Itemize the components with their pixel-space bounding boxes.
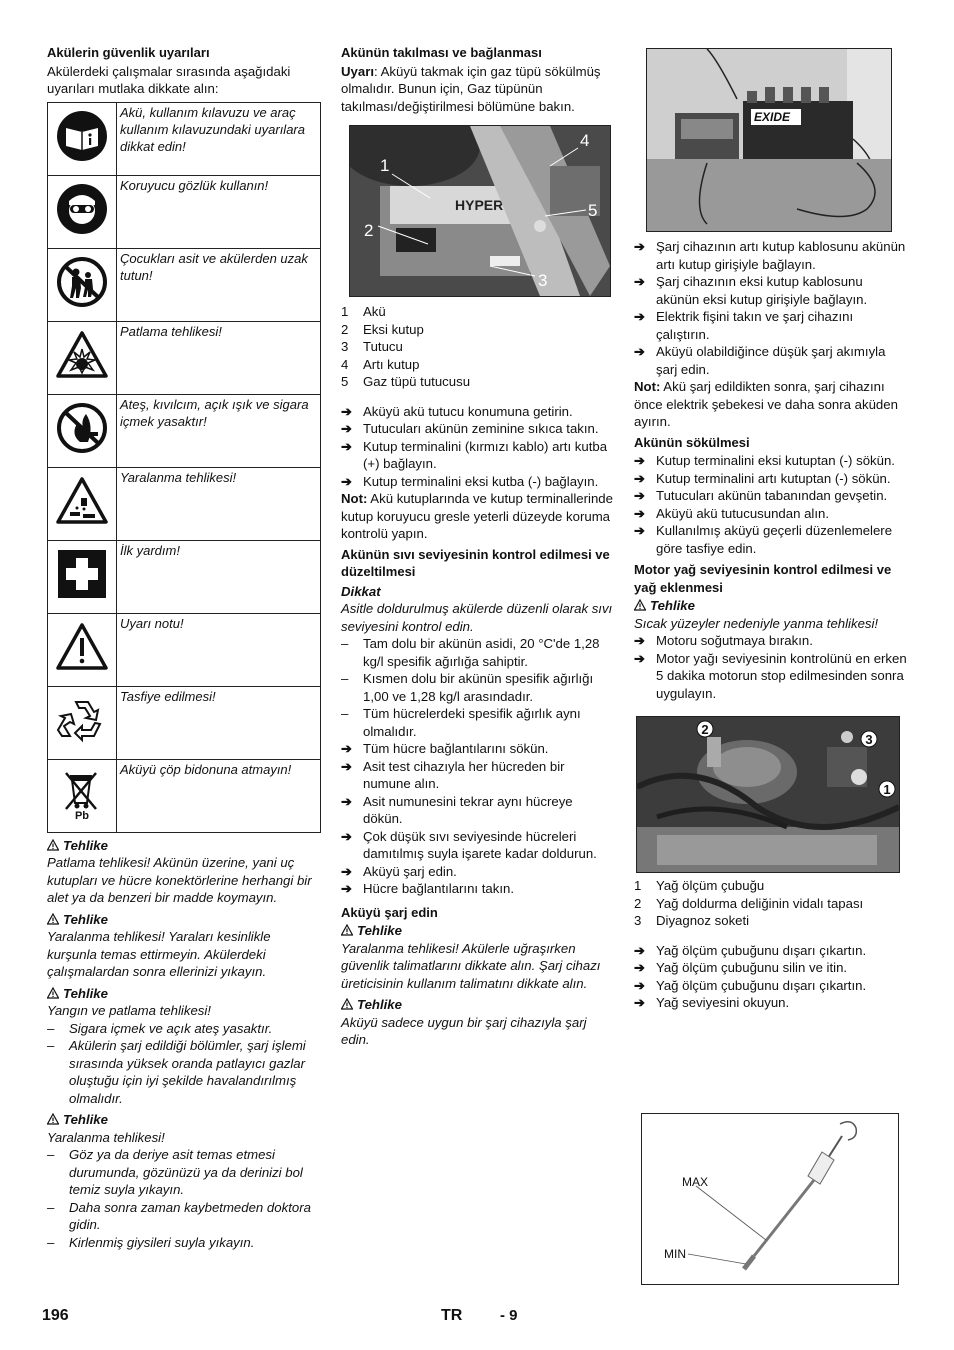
list-item: 1 Yağ ölçüm çubuğu (634, 878, 765, 893)
list-item: ➔ Yağ seviyesini okuyun. (634, 994, 909, 1012)
table-row (48, 540, 321, 613)
list-item: ➔ Aküyü akü tutucusundan alın. (634, 505, 909, 523)
section-heading-removal: Akünün sökülmesi (634, 434, 750, 450)
symbol-text: Patlama tehlikesi! (117, 321, 321, 394)
list-item: ➔ Şarj cihazının eksi kutup kablosunu akünün eksi kutup girişiyle bağlayın. (634, 273, 909, 308)
list-item: 3 Diyagnoz soketi (634, 913, 750, 928)
svg-text:1: 1 (883, 782, 891, 797)
battery-install-illustration (350, 126, 610, 296)
intro-text: Akülerdeki çalışmalar sırasında aşağıdaki uyarıları mutlaka dikkate alın: (47, 63, 291, 96)
list-item: – Kısmen dolu bir akünün spesifik ağırlığı 1,00 ve 1,28 kg/l arasındadır. (341, 670, 614, 705)
engine-photo (636, 716, 900, 873)
caution-text: Asitle doldurulmuş akülerde düzenli olarak sıvı seviyesini kontrol edin. (341, 601, 613, 634)
list-item: ➔ Tutucuları akünün tabanından gevşetin. (634, 487, 909, 505)
first-aid-icon (57, 549, 107, 599)
svg-text:3: 3 (865, 732, 873, 747)
list-item: ➔ Kutup terminalini (kırmızı kablo) artı kutba (+) bağlayın. (341, 438, 614, 473)
warning-triangle-icon (47, 913, 59, 925)
pb-label: Pb (74, 810, 90, 822)
list-item: – Kirlenmiş giysileri suyla yıkayın. (47, 1234, 322, 1252)
list-item: 2 Yağ doldurma deliğinin vidalı tapası (634, 895, 864, 911)
danger-notice: Tehlike (341, 922, 614, 940)
list-item: ➔ Kutup terminalini eksi kutuptan (-) sökün. (634, 452, 909, 470)
svg-text:2: 2 (701, 722, 709, 737)
column-left (47, 44, 322, 1251)
list-item: ➔ Aküyü olabildiğince düşük şarj akımıyla şarj edin. (634, 343, 909, 378)
list-item: 2 Eksi kutup (341, 321, 424, 337)
column-middle (341, 44, 614, 1049)
list-item: – Sigara içmek ve açık ateş yasaktır. (47, 1020, 322, 1038)
step-list (634, 238, 909, 378)
spec-list (341, 635, 614, 740)
danger-text: Yangın ve patlama tehlikesi! (47, 1003, 211, 1018)
warning-triangle-icon (47, 1113, 59, 1125)
symbol-text: Tasfiye edilmesi! (117, 686, 321, 759)
symbol-text: Akü, kullanım kılavuzu ve araç kullanım kılavuzundaki uyarılara dikkat edin! (117, 102, 321, 175)
step-list (634, 942, 909, 1012)
explosion-icon (55, 330, 109, 380)
table-row (48, 686, 321, 759)
language-code: TR (441, 1307, 463, 1324)
list-item: ➔ Motoru soğutmaya bırakın. (634, 632, 909, 650)
danger-text: Yaralanma tehlikesi! (47, 1129, 165, 1145)
list-item: ➔ Tüm hücre bağlantılarını sökün. (341, 740, 614, 758)
no-fire-icon (56, 402, 108, 454)
dipstick-figure (641, 1113, 899, 1285)
symbol-text: Koruyucu gözlük kullanın! (117, 175, 321, 248)
dipstick-illustration (642, 1114, 898, 1284)
danger-list (47, 1146, 322, 1251)
list-item: ➔ Kullanılmış aküyü geçerli düzenlemelere göre tasfiye edin. (634, 522, 909, 557)
list-item: – Tüm hücrelerdeki spesifik ağırlık aynı olmalıdır. (341, 705, 614, 740)
list-item: ➔ Kutup terminalini eksi kutba (-) bağlayın. (341, 473, 614, 491)
list-item: – Tam dolu bir akünün asidi, 20 °C'de 1,28 kg/l spesifik ağırlığa sahiptir. (341, 635, 614, 670)
section-page: - 9 (500, 1307, 518, 1324)
table-row (48, 613, 321, 686)
charger-photo (646, 48, 892, 232)
manual-info-icon (56, 110, 108, 162)
column-right (634, 44, 909, 1012)
list-item: – Akülerin şarj edildiği bölümler, şarj işlemi sırasında yüksek oranda patlayıcı gazlar oluştuğu için iyi şekilde havalandırılmış olmalıdır. (47, 1037, 322, 1107)
caution-paragraph: Uyarı: Aküyü takmak için gaz tüpü sökülmüş olmalıdır. Bunun için, Gaz tüpünün takılması/değiştirilmesi bölümüne bakın. (341, 63, 601, 114)
symbol-text: Ateş, kıvılcım, açık ışık ve sigara içmek yasaktır! (117, 394, 321, 467)
warning-icon (55, 622, 109, 672)
section-heading-charge: Aküyü şarj edin (341, 904, 438, 920)
list-item: ➔ Motor yağı seviyesinin kontrolünü en erken 5 dakika motorun stop edilmesinden sonra uygulayın. (634, 650, 909, 703)
list-item: ➔ Çok düşük sıvı seviyesinde hücreleri damıtılmış suyla işarete kadar doldurun. (341, 828, 614, 863)
svg-text:HYPER: HYPER (455, 197, 504, 213)
danger-notice: Tehlike (634, 597, 909, 615)
table-row (48, 321, 321, 394)
max-label: MAX (682, 1175, 709, 1189)
svg-text:2: 2 (364, 221, 374, 240)
page-number: 196 (42, 1307, 69, 1324)
list-item: – Daha sonra zaman kaybetmeden doktora gidin. (47, 1199, 322, 1234)
table-row (48, 175, 321, 248)
warning-triangle-icon (341, 998, 353, 1010)
danger-notice: Tehlike (47, 985, 322, 1003)
warning-triangle-icon (47, 987, 59, 999)
symbol-text: İlk yardım! (117, 540, 321, 613)
table-row (48, 394, 321, 467)
danger-notice: Tehlike (47, 911, 322, 929)
danger-text: Aküyü sadece uygun bir şarj cihazıyla şarj edin. (341, 1014, 587, 1047)
list-item: ➔ Hücre bağlantılarını takın. (341, 880, 614, 898)
list-item: 1 Akü (341, 304, 386, 319)
note-paragraph: Not: Akü şarj edildikten sonra, şarj cihazını önce elektrik şebekesi ve daha sonra aküden ayırın. (634, 379, 898, 429)
warning-triangle-icon (634, 599, 646, 611)
safety-symbol-table (47, 102, 321, 833)
step-list (341, 740, 614, 898)
note-paragraph: Not: Akü kutuplarında ve kutup terminallerinde kutup koruyucu gresle yeterli düzeyde koruma kontrolü yapın. (341, 491, 613, 541)
warning-triangle-icon (47, 839, 59, 851)
list-item: ➔ Yağ ölçüm çubuğunu dışarı çıkartın. (634, 977, 909, 995)
caution-notice-title: Dikkat (341, 583, 381, 599)
list-item: ➔ Yağ ölçüm çubuğunu silin ve itin. (634, 959, 909, 977)
list-item: ➔ Elektrik fişini takın ve şarj cihazını çalıştırın. (634, 308, 909, 343)
battery-install-photo (349, 125, 611, 297)
no-children-icon (56, 256, 108, 308)
recycle-icon (56, 696, 108, 744)
step-list (634, 632, 909, 702)
table-row (48, 467, 321, 540)
symbol-text: Aküyü çöp bidonuna atmayın! (117, 759, 321, 832)
goggles-icon (56, 183, 108, 235)
step-list (634, 452, 909, 557)
table-row (48, 248, 321, 321)
list-item: ➔ Asit test cihazıyla her hücreden bir numune alın. (341, 758, 614, 793)
list-item: 5 Gaz tüpü tutucusu (341, 374, 471, 389)
danger-notice: Tehlike (47, 1111, 322, 1129)
min-label: MIN (664, 1247, 686, 1261)
legend-list (341, 303, 614, 391)
list-item: ➔ Yağ ölçüm çubuğunu dışarı çıkartın. (634, 942, 909, 960)
list-item: 4 Artı kutup (341, 356, 420, 372)
symbol-text: Uyarı notu! (117, 613, 321, 686)
symbol-text: Çocukları asit ve akülerden uzak tutun! (117, 248, 321, 321)
svg-text:5: 5 (588, 201, 598, 220)
svg-text:EXIDE: EXIDE (754, 110, 791, 124)
engine-illustration (637, 717, 899, 872)
charger-illustration (647, 49, 891, 231)
list-item: ➔ Kutup terminalini artı kutuptan (-) sökün. (634, 470, 909, 488)
danger-text: Yaralanma tehlikesi! Yaraları kesinlikle kurşunla temas ettirmeyin. Akülerdeki çalışmalardan sonra ellerinizi yıkayın. (47, 929, 271, 979)
list-item: – Göz ya da deriye asit temas etmesi durumunda, gözünüzü ya da derinizi bol temiz suyla yıkayın. (47, 1146, 322, 1199)
section-heading-battery-safety: Akülerin güvenlik uyarıları (47, 45, 210, 60)
corrosive-icon (55, 476, 109, 526)
section-heading-oil-level: Motor yağ seviyesinin kontrol edilmesi ve yağ eklenmesi (634, 562, 892, 595)
step-list (341, 403, 614, 491)
list-item: ➔ Tutucuları akünün zeminine sıkıca takın. (341, 420, 614, 438)
table-row (48, 759, 321, 832)
danger-notice: Tehlike (47, 837, 322, 855)
list-item: 3 Tutucu (341, 339, 403, 354)
section-heading-install: Akünün takılması ve bağlanması (341, 45, 542, 60)
table-row (48, 102, 321, 175)
svg-text:4: 4 (580, 131, 590, 150)
section-heading-fluid-level: Akünün sıvı seviyesinin kontrol edilmesi ve düzeltilmesi (341, 546, 610, 579)
danger-text: Patlama tehlikesi! Akünün üzerine, yani uç kutupları ve hücre konektörlerine herhangi bir alet ya da benzeri bir madde koymayın. (47, 855, 312, 905)
danger-text: Sıcak yüzeyler nedeniyle yanma tehlikesi! (634, 615, 879, 631)
warning-triangle-icon (341, 924, 353, 936)
danger-text: Yaralanma tehlikesi! Akülerle uğraşırken güvenlik talimatlarını dikkate alın. Şarj cihazı üreticisinin kullanım talimatını dikkate alın. (341, 940, 601, 991)
symbol-text: Yaralanma tehlikesi! (117, 467, 321, 540)
svg-text:1: 1 (380, 156, 390, 175)
list-item: ➔ Şarj cihazının artı kutup kablosunu akünün artı kutup girişiyle bağlayın. (634, 238, 909, 273)
list-item: ➔ Asit numunesini tekrar aynı hücreye dökün. (341, 793, 614, 828)
danger-notice: Tehlike (341, 996, 614, 1014)
list-item: ➔ Aküyü akü tutucu konumuna getirin. (341, 403, 614, 421)
svg-text:3: 3 (538, 271, 548, 290)
legend-list (634, 877, 909, 930)
list-item: ➔ Aküyü şarj edin. (341, 863, 614, 881)
no-bin-icon (56, 765, 108, 821)
danger-list (47, 1020, 322, 1108)
